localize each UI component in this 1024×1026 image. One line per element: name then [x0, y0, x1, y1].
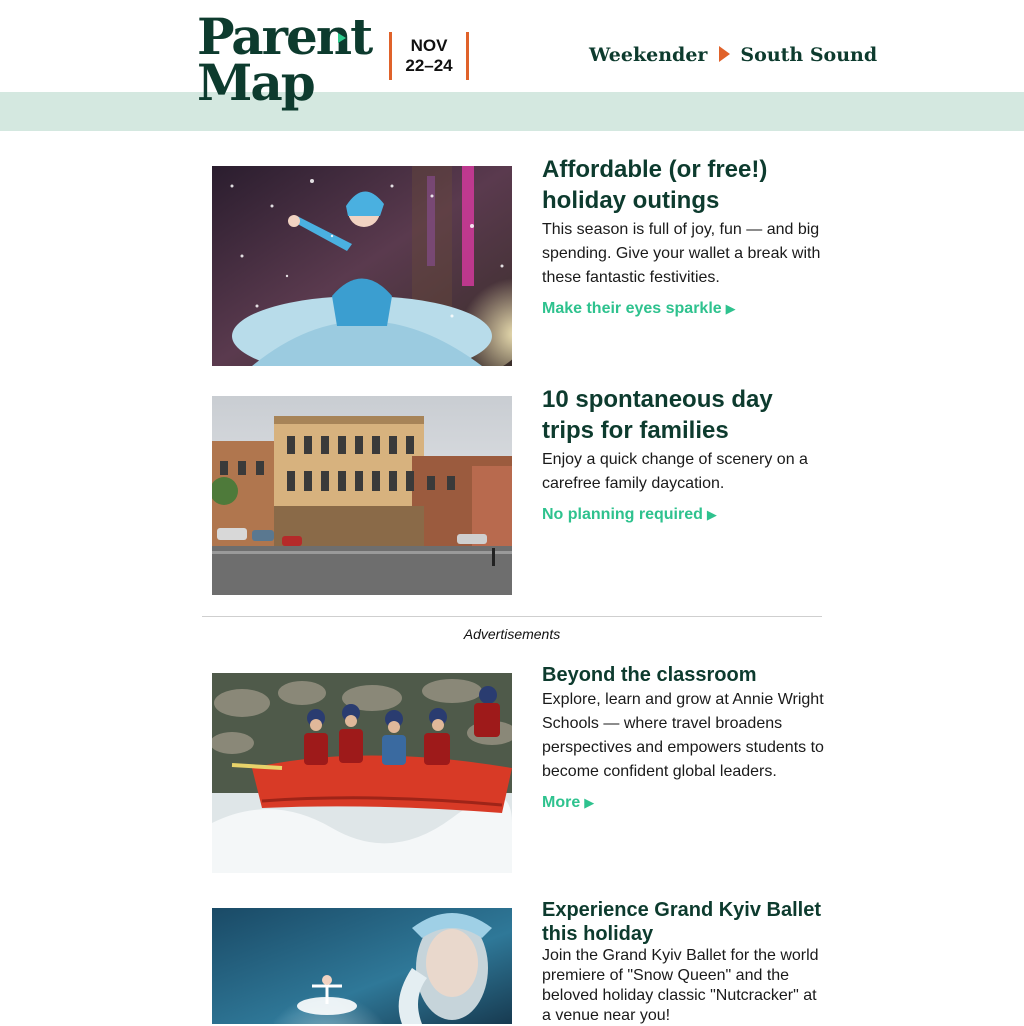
snow-queen-parade-photo[interactable]	[212, 166, 512, 366]
ad-text	[542, 898, 824, 1026]
ad-title[interactable]: Experience Grand Kyiv Ballet this holiday	[542, 899, 822, 945]
ad-card	[212, 899, 824, 1024]
play-icon: ▶	[584, 795, 595, 810]
ad-description: Join the Grand Kyiv Ballet for the world premiere of "Snow Queen" and the beloved holiday classic "Nutcracker" at a venue near you!	[542, 947, 819, 1024]
article-card	[212, 386, 824, 595]
article-text	[542, 154, 824, 318]
play-icon: ▶	[706, 507, 717, 522]
article-title[interactable]: 10 spontaneous day trips for families	[542, 386, 773, 444]
edition-label	[589, 44, 877, 66]
article-description: This season is full of joy, fun — and big spending. Give your wallet a break with these fantastic festivities.	[542, 221, 821, 286]
date-month: NOV	[410, 36, 448, 55]
header-band	[0, 92, 1024, 131]
snow-queen-ballet-photo[interactable]	[212, 908, 512, 1024]
ad-description: Explore, learn and grow at Annie Wright Schools — where travel broadens perspectives and empowers students to become confident global leaders.	[542, 691, 824, 780]
historic-downtown-building-photo[interactable]	[212, 396, 512, 595]
play-icon: ▶	[725, 301, 736, 316]
parentmap-logo[interactable]	[197, 7, 372, 112]
section-divider	[202, 616, 822, 617]
region-name: South Sound	[740, 44, 878, 66]
ad-link[interactable]	[542, 794, 594, 812]
email-header	[0, 0, 1024, 131]
logo-line-2: Map	[197, 53, 314, 112]
article-text	[542, 384, 824, 524]
article-card	[212, 156, 824, 366]
article-link-label: No planning required	[542, 506, 703, 523]
ad-text	[542, 663, 824, 812]
ad-card	[212, 664, 824, 873]
play-arrow-icon	[719, 46, 730, 62]
article-link-label: Make their eyes sparkle	[542, 300, 722, 317]
article-title[interactable]: Affordable (or free!) holiday outings	[542, 156, 768, 214]
logo-play-icon	[338, 33, 346, 43]
date-box	[389, 32, 469, 80]
ad-title[interactable]: Beyond the classroom	[542, 664, 757, 686]
article-link[interactable]	[542, 506, 717, 524]
whitewater-rafting-photo[interactable]	[212, 673, 512, 873]
article-link[interactable]	[542, 300, 736, 318]
date-days: 22–24	[405, 56, 453, 75]
edition-name: Weekender	[589, 44, 708, 66]
advertisements-label: Advertisements	[463, 626, 561, 642]
logo-line-1: Parent	[197, 7, 372, 66]
ad-link-label: More	[542, 794, 581, 811]
article-description: Enjoy a quick change of scenery on a carefree family daycation.	[542, 451, 808, 492]
